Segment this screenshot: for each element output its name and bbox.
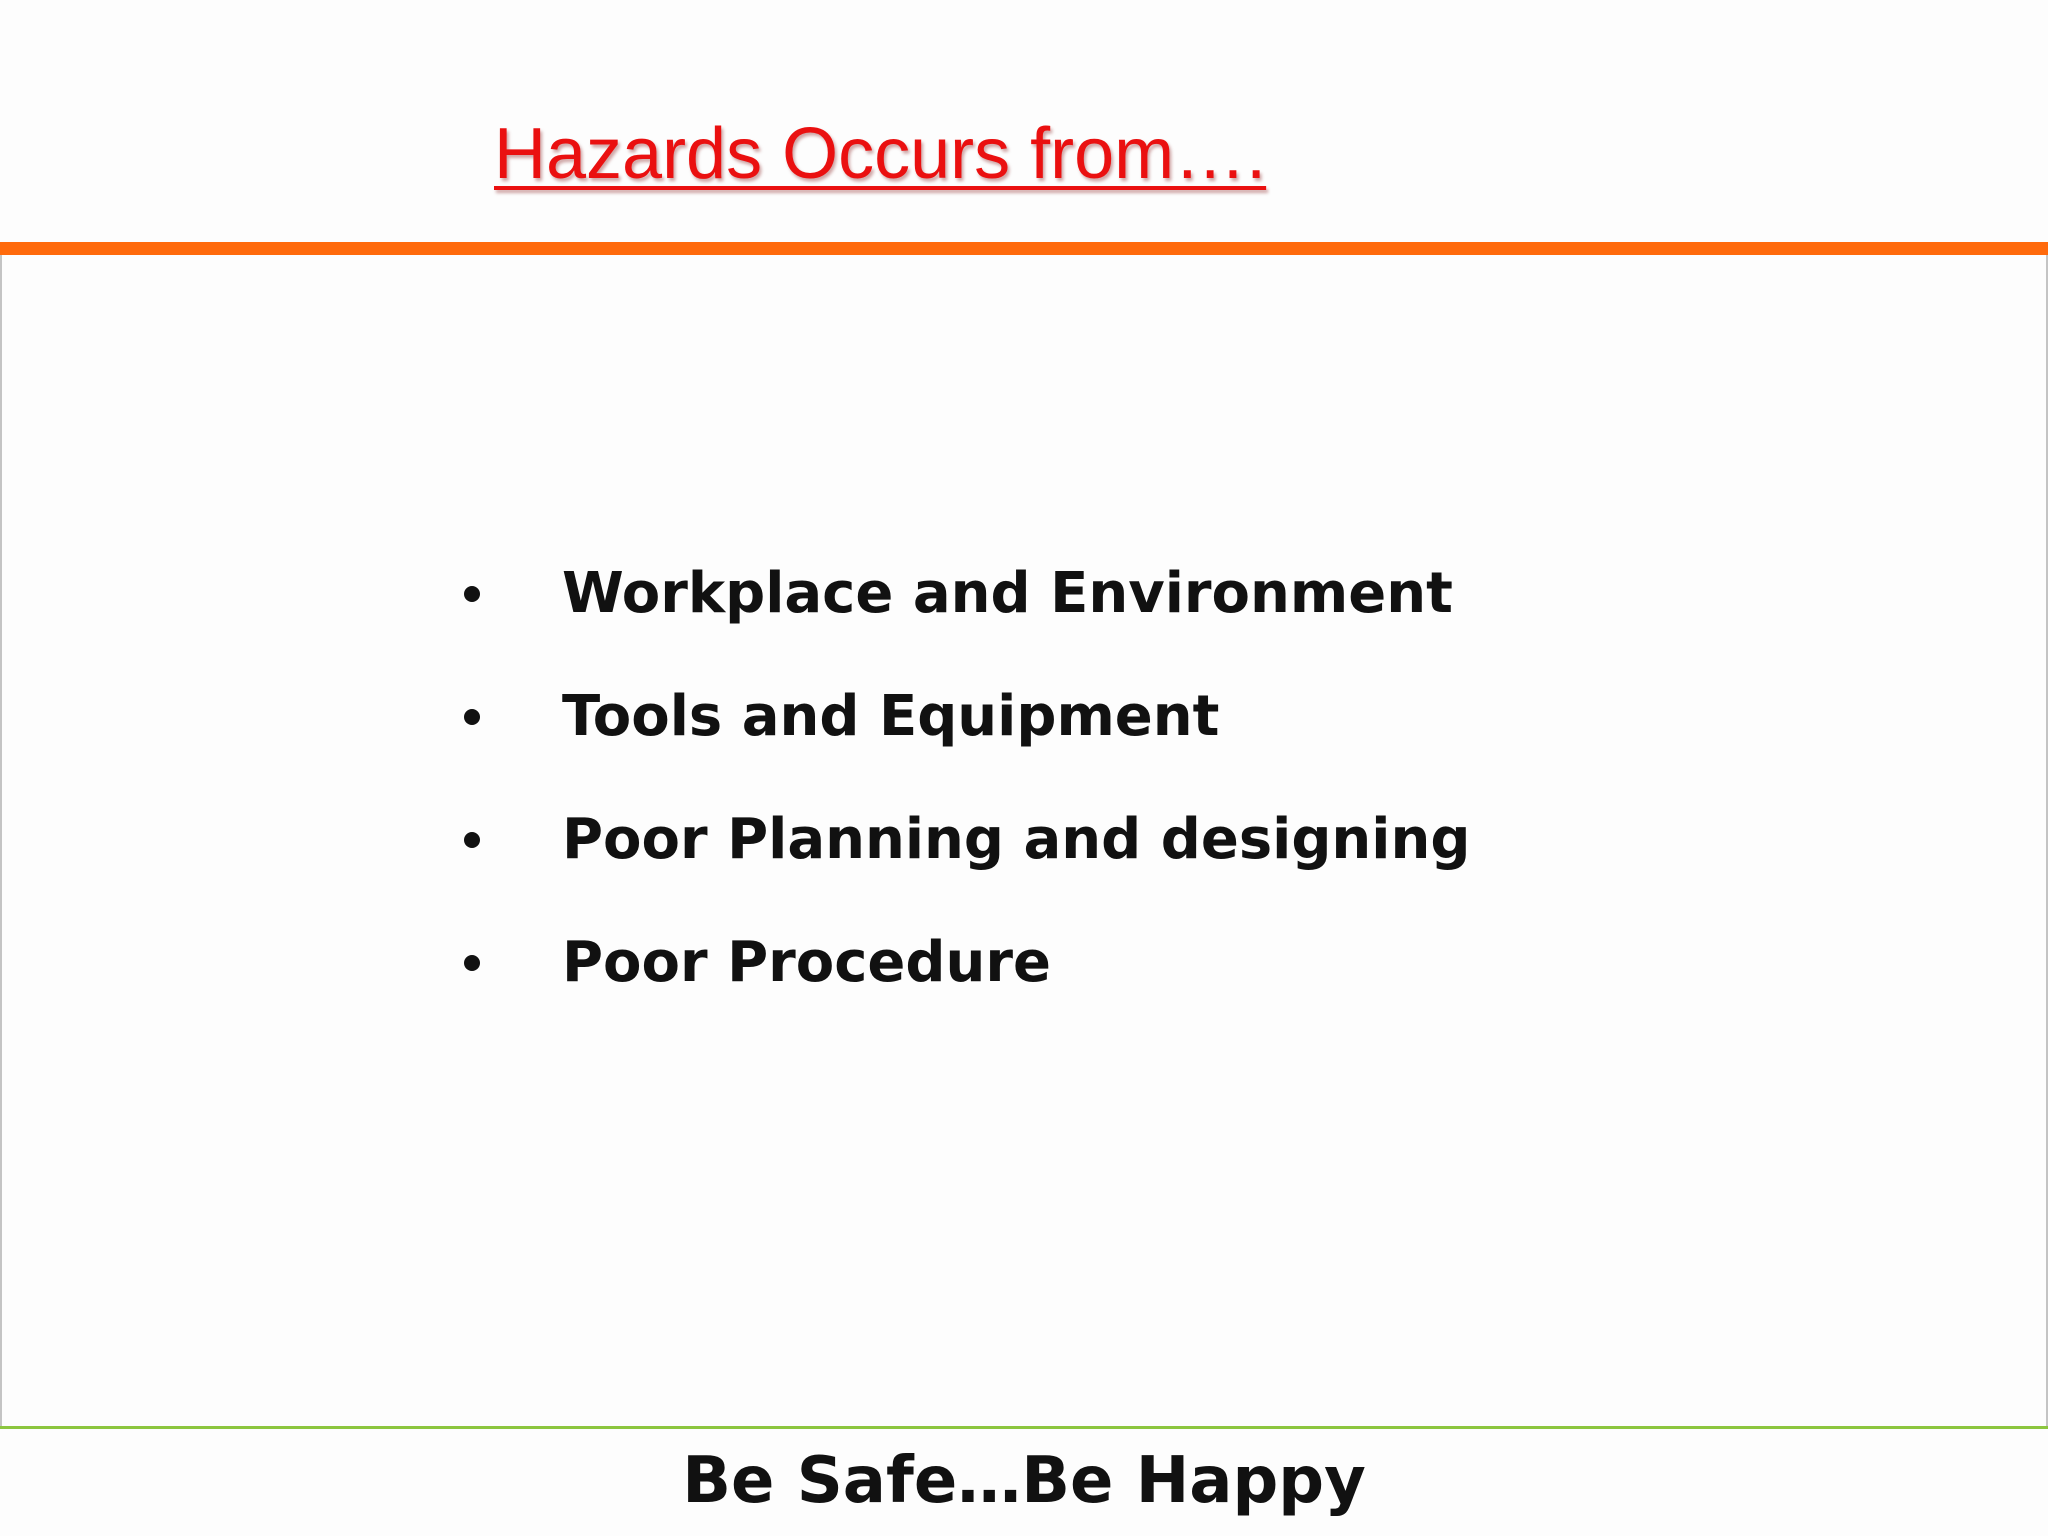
list-item — [456, 655, 1470, 778]
bottom-divider — [0, 1426, 2048, 1429]
list-item-text: Poor Procedure — [562, 930, 1051, 995]
top-divider — [0, 242, 2048, 255]
bullet-icon — [464, 586, 480, 602]
bullet-list — [456, 532, 1470, 1024]
bullet-icon — [464, 955, 480, 971]
slide-title: Hazards Occurs from…. — [494, 114, 1267, 194]
footer-slogan: Be Safe…Be Happy — [682, 1444, 1366, 1518]
list-item — [456, 778, 1470, 901]
list-item-text: Poor Planning and designing — [562, 807, 1471, 872]
bullet-icon — [464, 832, 480, 848]
list-item-text: Workplace and Environment — [562, 561, 1453, 626]
list-item — [456, 532, 1470, 655]
list-item — [456, 901, 1470, 1024]
list-item-text: Tools and Equipment — [562, 684, 1220, 749]
bullet-icon — [464, 709, 480, 725]
